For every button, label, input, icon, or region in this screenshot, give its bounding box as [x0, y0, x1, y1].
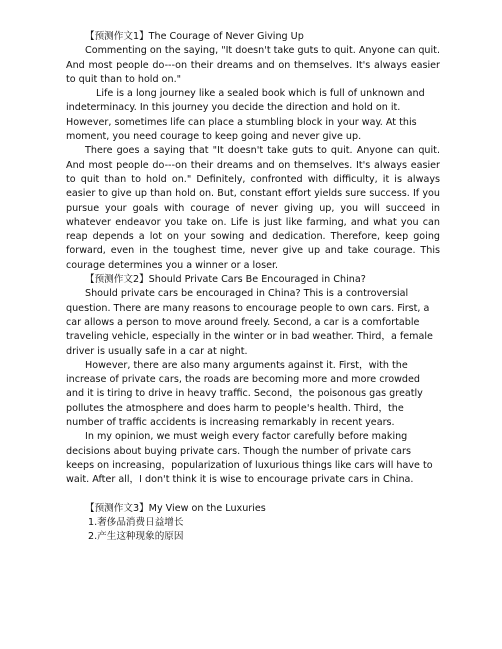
- document-page: [66, 30, 440, 545]
- essay-1-paragraph-1: Commenting on the saying, "It doesn't take guts to quit. Anyone can quit. And most people do---on their dreams and on themselves. It's always easier to quit than to hold on.": [66, 45, 440, 85]
- essay-3-outline-item-2: 2.产生这种现象的原因: [88, 531, 184, 543]
- essay-1-paragraph-2: Life is a long journey like a sealed book which is full of unknown and indeterminacy. In this journey you decide the direction and hold on it. However, sometimes life can place a stumbling block in your way. At this moment, you need courage to keep going and never give up.: [66, 88, 425, 143]
- essay-3-title: 【预测作文3】My View on the Luxuries: [85, 502, 266, 514]
- essay-1-paragraph-3: There goes a saying that "It doesn't take guts to quit. Anyone can quit. And most people do---on their dreams and on themselves. It's always easier to quit than to hold on." Definitely, confronted with difficulty, it is always easier to give up than hold on. But, constant effort yields sure success. If you pursue your goals with courage of never giving up, you will succeed in whatever endeavor you take on. Life is just like farming, and what you can reap depends a lot on your sowing and dedication. Therefore, keep going forward, even in the toughest time, never give up and take courage. This courage determines you a winner or a loser.: [66, 145, 440, 271]
- essay-2-paragraph-3: In my opinion, we must weigh every factor carefully before making decisions about buying private cars. Though the number of private cars keeps on increasing，popularization of luxurious things like cars will have to wait. After all，I don't think it is wise to encourage private cars in China.: [66, 431, 433, 486]
- essay-1-title: 【预测作文1】The Courage of Never Giving Up: [85, 31, 304, 42]
- essay-2-paragraph-1: Should private cars be encouraged in China? This is a controversial question. There are many reasons to encourage people to own cars. First, a car allows a person to move around freely. Second, a car is a comfortable traveling vehicle, especially in the winter or in bad weather. Third，a female driver is usually safe in a car at night.: [66, 288, 433, 357]
- essay-2-paragraph-2: However, there are also many arguments against it. First，with the increase of private cars, the roads are becoming more and more crowded and it is tiring to drive in heavy traffic. Second，the poisonous gas greatly pollutes the atmosphere and does harm to people's health. Third，the number of traffic accidents is increasing remarkably in recent years.: [66, 359, 423, 429]
- essay-2-title: 【预测作文2】Should Private Cars Be Encouraged in China?: [85, 274, 366, 286]
- essay-3-outline-item-1: 1.奢侈品消费日益增长: [88, 517, 184, 529]
- section-gap: [66, 488, 440, 502]
